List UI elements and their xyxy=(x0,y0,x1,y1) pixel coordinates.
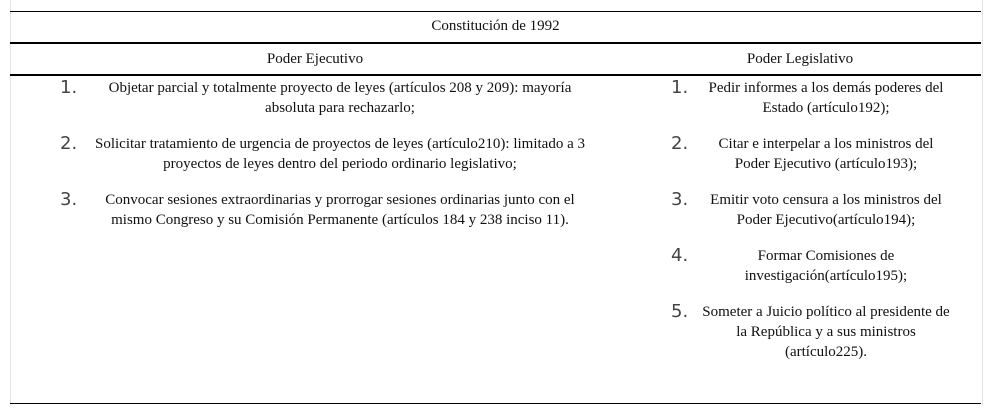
item-text: Pedir informes a los demás poderes del Estado (artículo192); xyxy=(708,80,944,116)
bottom-rule xyxy=(10,403,981,404)
column-header-ejecutivo: Poder Ejecutivo xyxy=(266,51,364,67)
item-text: Objetar parcial y totalmente proyecto de leyes (artículos 208 y 209): mayoría absoluta para rechazarlo; xyxy=(108,80,572,116)
item-text: Formar Comisiones de investigación(artículo195); xyxy=(744,248,908,284)
list-item xyxy=(671,134,951,174)
list-item xyxy=(671,78,951,118)
item-number: 3. xyxy=(60,189,78,210)
list-item xyxy=(60,190,590,230)
item-text: Convocar sesiones extraordinarias y prorrogar sesiones ordinarias junto con el mismo Congreso y su Comisión Permanente (artículos 184 y 238 inciso 11). xyxy=(105,192,575,228)
list-item xyxy=(671,302,951,362)
list-item xyxy=(60,134,590,174)
column-header-legislativo: Poder Legislativo xyxy=(746,51,854,67)
header-rule xyxy=(10,74,981,76)
list-item xyxy=(60,78,590,118)
list-item xyxy=(671,190,951,230)
item-number: 2. xyxy=(671,133,689,154)
item-number: 1. xyxy=(60,77,78,98)
item-number: 4. xyxy=(671,245,689,266)
top-rule xyxy=(10,11,981,12)
item-number: 5. xyxy=(671,301,689,322)
item-number: 2. xyxy=(60,133,78,154)
item-number: 1. xyxy=(671,77,689,98)
table-title: Constitución de 1992 xyxy=(431,18,560,34)
item-text: Someter a Juicio político al presidente de la República y a sus ministros (artículo225). xyxy=(702,304,950,360)
title-rule xyxy=(10,42,981,44)
item-text: Emitir voto censura a los ministros del Poder Ejecutivo(artículo194); xyxy=(710,192,942,228)
item-text: Citar e interpelar a los ministros del Poder Ejecutivo (artículo193); xyxy=(718,136,934,172)
list-item xyxy=(671,246,951,286)
item-text: Solicitar tratamiento de urgencia de proyectos de leyes (artículo210): limitado a 3 proyectos de leyes dentro del periodo ordinario legislativo; xyxy=(95,136,585,172)
item-number: 3. xyxy=(671,189,689,210)
